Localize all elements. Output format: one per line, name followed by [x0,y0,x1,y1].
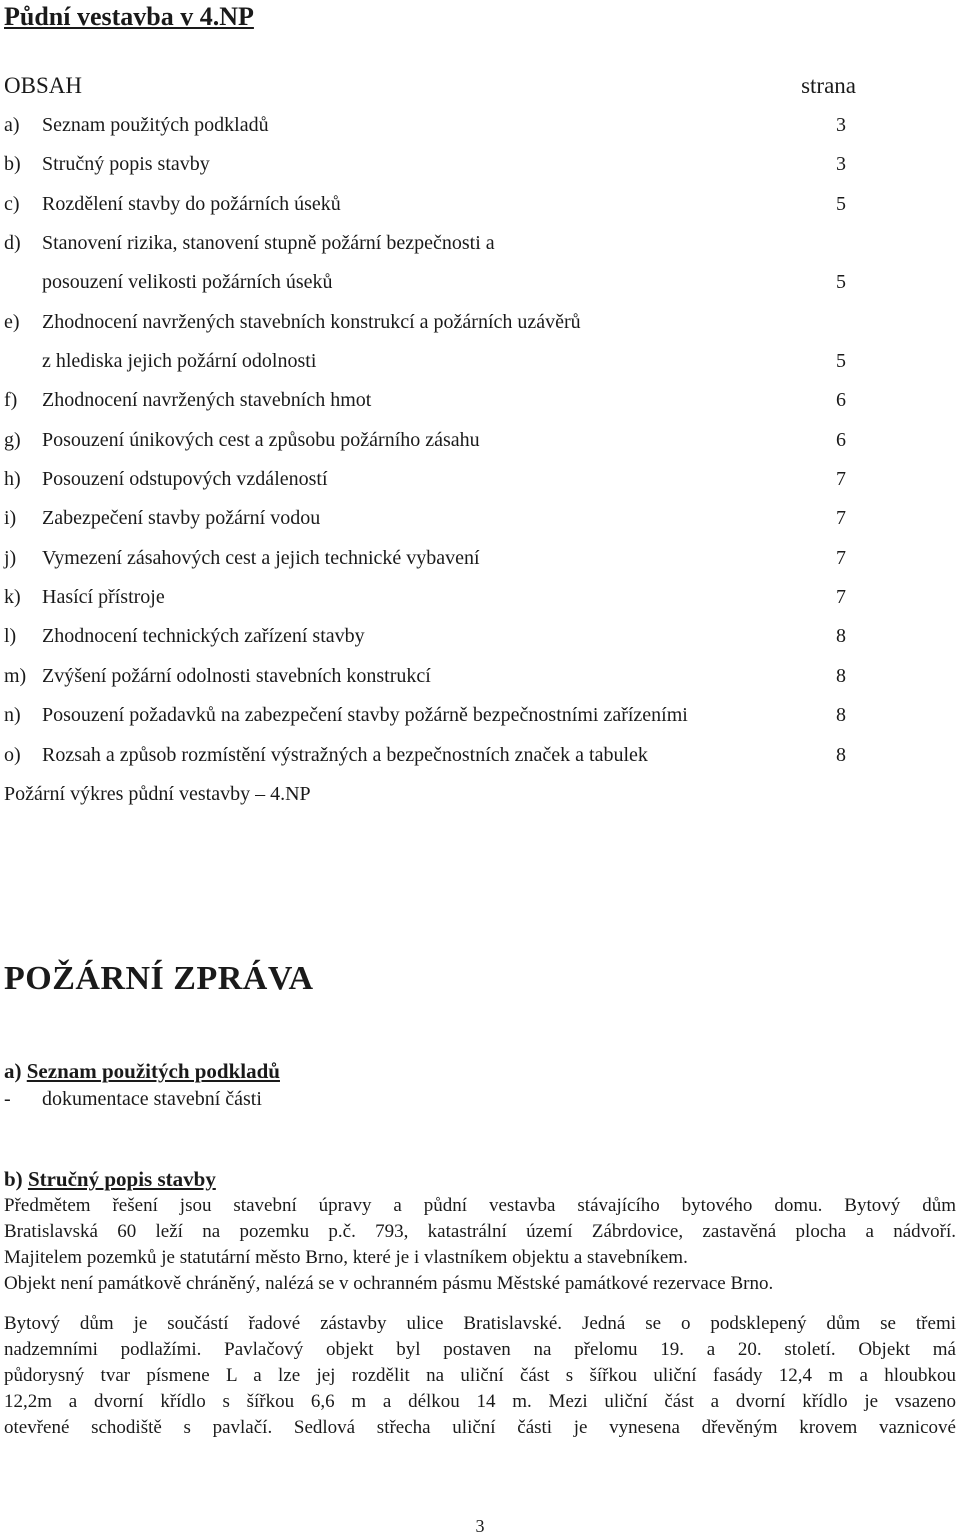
toc-row-letter: o) [4,743,21,766]
toc-row-letter: d) [4,232,21,255]
toc-row-page: 7 [836,507,846,530]
toc-row-letter: a) [4,114,20,136]
toc-row-text: Seznam použitých podkladů [42,114,269,136]
toc-row-text: Hasící přístroje [42,586,165,609]
toc-row-text: Zhodnocení technických zařízení stavby [42,625,365,648]
toc-row-page: 3 [836,114,846,136]
toc-row-text: Posouzení odstupových vzdáleností [42,468,328,491]
paragraph-line: otevřené schodiště s pavlačí. Sedlová střecha uliční části je vynesena dřevěným krovem vaznicové [4,1417,956,1438]
toc-row-text: z hlediska jejich požární odolnosti [42,350,317,373]
section-a-list-item [4,1085,262,1113]
toc-row-page: 7 [836,546,846,569]
toc-row-page: 7 [836,586,846,609]
toc-row [4,422,846,461]
toc-row [4,186,846,225]
toc-row-text: Stručný popis stavby [42,153,210,176]
toc-row-page: 7 [836,468,846,491]
toc-row [4,382,846,421]
section-b-letter: b) [4,1167,23,1191]
page-number: 3 [475,1516,485,1536]
toc-row-page: 5 [836,192,846,215]
toc-heading: OBSAH [4,73,82,98]
paragraph-line: nadzemními podlažími. Pavlačový objekt byl postaven na přelomu 19. a 20. století. Objekt má [4,1339,956,1360]
toc-row-letter: i) [4,507,17,530]
section-a-letter: a) [4,1059,22,1083]
list-item-text: dokumentace stavební části [42,1088,262,1110]
toc-header [4,70,856,102]
document-title: Půdní vestavba v 4.NP [4,2,254,31]
toc-row-letter: k) [4,586,21,609]
toc-row-text: Zhodnocení navržených stavebních konstrukcí a požárních uzávěrů [42,310,581,333]
paragraph-line: Předmětem řešení jsou stavební úpravy a půdní vestavba stávajícího bytového domu. Bytový dům [4,1195,956,1216]
toc-row-page: 8 [836,743,846,766]
report-title: POŽÁRNÍ ZPRÁVA [4,960,314,997]
toc-row-text: posouzení velikosti požárních úseků [42,271,333,294]
section-b-title: Stručný popis stavby [27,1167,216,1191]
paragraph-line: Majitelem pozemků je statutární město Brno, které je i vlastníkem objektu a stavebníkem. [4,1247,688,1268]
toc-row [4,107,846,146]
toc-row-letter: c) [4,192,20,215]
paragraph-line: Objekt není památkově chráněný, nalézá se v ochranném pásmu Městské památkové rezervace Brno. [4,1273,774,1294]
toc-row-letter: n) [4,704,21,727]
toc-row [4,225,846,264]
toc-row-page: 8 [836,625,846,648]
section-b-paragraph-2 [4,1311,956,1441]
toc-row-letter: m) [4,664,27,687]
toc-row [4,461,846,500]
toc-row-text: Rozdělení stavby do požárních úseků [42,192,341,215]
toc-row [4,304,846,343]
toc-row-page: 6 [836,428,846,451]
paragraph-line: 12,2m a dvorní křídlo s šířkou 6,6 m a délkou 14 m. Mezi uliční část a dvorní křídlo je vsazeno [4,1391,956,1412]
toc-row [4,697,846,736]
toc-row-letter: l) [4,625,17,648]
toc-row [4,264,846,303]
section-a-heading [4,1056,280,1086]
toc-row-text: Zvýšení požární odolnosti stavebních konstrukcí [42,664,431,687]
paragraph-line: Bytový dům je součástí řadové zástavby ulice Bratislavské. Jedná se o podsklepený dům se třemi [4,1313,956,1334]
section-a-title: Seznam použitých podkladů [26,1059,280,1083]
toc-row-page: 5 [836,271,846,294]
toc-row-text: Posouzení požadavků na zabezpečení stavby požárně bezpečnostními zařízeními [42,704,688,727]
toc-row-page: 8 [836,664,846,687]
toc-row-page: 6 [836,389,846,412]
toc-row-letter: e) [4,310,20,333]
toc-row [4,618,846,657]
toc-row [4,146,846,185]
toc-row-text: Posouzení únikových cest a způsobu požárního zásahu [42,428,480,451]
toc-row-letter: j) [4,546,17,569]
toc-row [4,658,846,697]
toc-row-page: 5 [836,350,846,373]
toc-footer-drawing: Požární výkres půdní vestavby – 4.NP [4,783,311,805]
toc-row-text: Stanovení rizika, stanovení stupně požární bezpečnosti a [42,232,495,255]
toc-row-page: 8 [836,704,846,727]
toc-page-column-heading: strana [801,73,856,98]
toc-row-letter: g) [4,428,21,451]
list-dash: - [4,1088,11,1110]
toc-row-letter: b) [4,153,21,176]
toc-row [4,737,846,776]
toc-row-letter: f) [4,389,18,412]
toc-row-text: Vymezení zásahových cest a jejich technické vybavení [42,546,480,569]
paragraph-line: Bratislavská 60 leží na pozemku p.č. 793, katastrální území Zábrdovice, zastavěná plocha a nádvoří. [4,1221,956,1242]
toc-row [4,540,846,579]
table-of-contents [4,107,846,776]
toc-row [4,579,846,618]
toc-row-page: 3 [836,153,846,176]
paragraph-line: půdorysný tvar písmene L a lze jej rozdělit na uliční část s šířkou uliční fasády 12,4 m a hloubkou [4,1365,956,1386]
toc-row [4,343,846,382]
toc-row-text: Zabezpečení stavby požární vodou [42,507,321,530]
toc-row [4,500,846,539]
toc-row-text: Rozsah a způsob rozmístění výstražných a bezpečnostních značek a tabulek [42,743,648,766]
section-b-paragraph-1 [4,1193,956,1297]
section-b-heading [4,1164,216,1194]
toc-row-letter: h) [4,468,21,491]
toc-row-text: Zhodnocení navržených stavebních hmot [42,389,372,412]
